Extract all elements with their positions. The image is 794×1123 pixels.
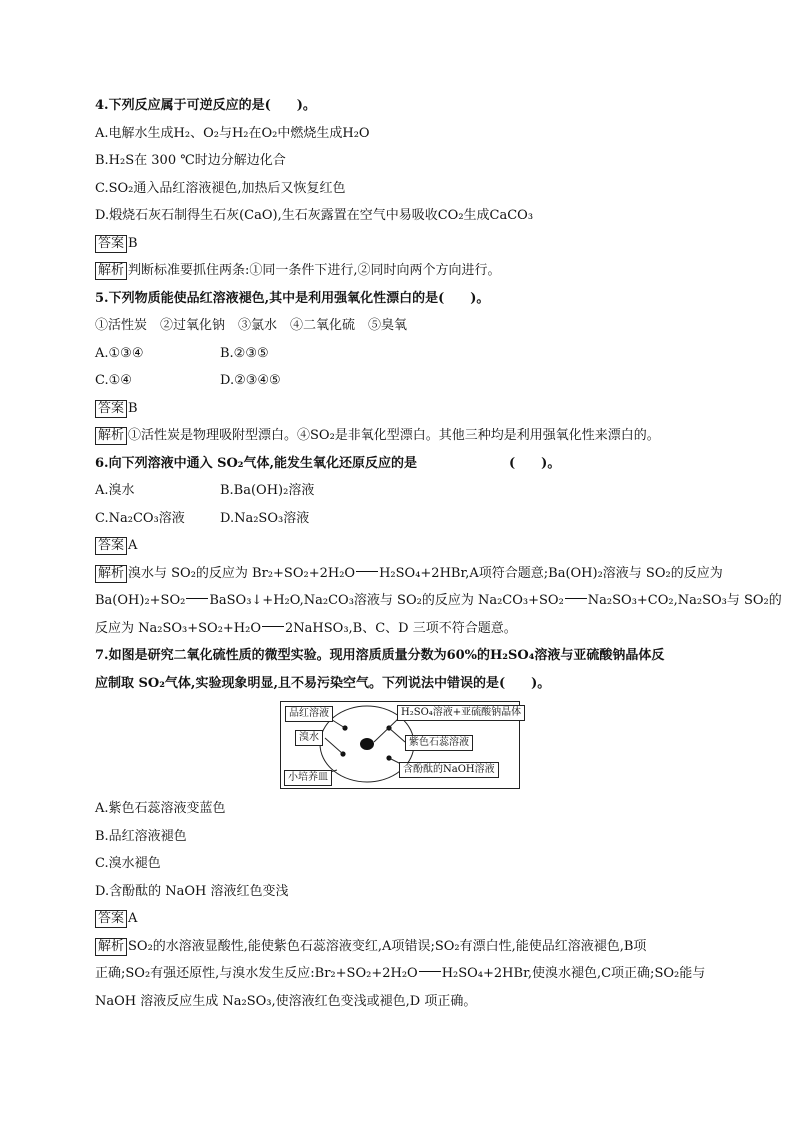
q4-stem: 4.下列反应属于可逆反应的是( )。: [95, 98, 316, 113]
analysis-text: ①活性炭是物理吸附型漂白。④SO₂是非氧化型漂白。其他三种均是利用强氧化性来漂白的。: [128, 428, 660, 443]
q6-option-d: D.Na₂SO₃溶液: [220, 510, 310, 526]
label-shirui: 紫色石蕊溶液: [405, 735, 473, 751]
analysis-text: SO₂的水溶液显酸性,能使紫色石蕊溶液变红,A项错误;SO₂有漂白性,能使品红溶液褪色,B项: [128, 938, 647, 954]
q4-analysis: [95, 257, 695, 285]
q5-stem: 5.下列物质能使品红溶液褪色,其中是利用强氧化性漂白的是( )。: [95, 290, 490, 306]
answer-tag: 答案: [95, 400, 127, 418]
q6-analysis-1: [95, 560, 723, 588]
q7-option-b: B.品红溶液褪色: [95, 828, 187, 844]
q5-option-a: A.①③④: [95, 345, 144, 361]
analysis-text: H₂SO₄+2HBr,使溴水褪色,C项正确;SO₂能与: [441, 966, 706, 981]
analysis-tag: 解析: [95, 565, 127, 583]
q7-option-c: C.溴水褪色: [95, 856, 161, 871]
label-h2so4: H₂SO₄溶液+亚硫酸钠晶体: [397, 705, 525, 721]
q4-option-c: C.SO₂通入品红溶液褪色,加热后又恢复红色: [95, 180, 346, 196]
analysis-text: 判断标准要抓住两条:①同一条件下进行,②同时向两个方向进行。: [128, 263, 501, 278]
q6-stem-text: 6.向下列溶液中通入 SO₂气体,能发生氧化还原反应的是: [95, 455, 418, 471]
answer-value: B: [128, 235, 138, 251]
q5-items: ①活性炭 ②过氧化钠 ③氯水 ④二氧化硫 ⑤臭氧: [95, 318, 408, 333]
analysis-text: H₂SO₄+2HBr,A项符合题意;Ba(OH)₂溶液与 SO₂的反应为: [379, 565, 723, 581]
q6-options-ab: [95, 477, 695, 505]
leader-line: [374, 718, 399, 742]
q4-answer: [95, 230, 695, 258]
q7-option-a: A.紫色石蕊溶液变蓝色: [95, 801, 226, 816]
center-dot-icon: [360, 738, 374, 750]
document-page: [95, 92, 782, 1015]
q6-stem: [95, 450, 695, 478]
label-naoh: 含酚酞的NaOH溶液: [399, 762, 499, 778]
analysis-tag: 解析: [95, 938, 127, 956]
q5-analysis: [95, 422, 695, 450]
analysis-text: Na₂SO₃+CO₂,Na₂SO₃与 SO₂的: [587, 593, 782, 608]
analysis-text: 正确;SO₂有强还原性,与溴水发生反应:Br₂+SO₂+2H₂O: [95, 966, 418, 981]
answer-value: B: [128, 400, 138, 416]
q7-answer: [95, 905, 695, 933]
answer-tag: 答案: [95, 910, 127, 928]
analysis-text: 2NaHSO₃,B、C、D 三项不符合题意。: [285, 620, 517, 636]
equals-sign: [186, 598, 208, 599]
q5-answer: [95, 395, 695, 423]
q6-option-c: C.Na₂CO₃溶液: [95, 510, 185, 526]
equals-sign: [262, 626, 284, 627]
q6-option-b: B.Ba(OH)₂溶液: [220, 483, 315, 498]
analysis-tag: 解析: [95, 427, 127, 445]
q4-option-b: B.H₂S在 300 ℃时边分解边化合: [95, 153, 286, 168]
label-xiushui: 溴水: [295, 730, 323, 746]
leader-line: [325, 738, 343, 754]
analysis-tag: 解析: [95, 262, 127, 280]
equals-sign: [565, 598, 587, 599]
q7-analysis-2: [95, 960, 706, 988]
q5-option-c: C.①④: [95, 373, 132, 388]
q7-stem-1: 7.如图是研究二氧化硫性质的微型实验。现用溶质质量分数为60%的H₂SO₄溶液与亚硫酸钠晶体反: [95, 648, 665, 663]
q4-option-a: A.电解水生成H₂、O₂与H₂在O₂中燃烧生成H₂O: [95, 125, 370, 141]
q4-option-d: D.煅烧石灰石制得生石灰(CaO),生石灰露置在空气中易吸收CO₂生成CaCO₃: [95, 208, 534, 223]
q7-stem-2: 应制取 SO₂气体,实验现象明显,且不易污染空气。下列说法中错误的是( )。: [95, 675, 551, 691]
equals-sign: [419, 971, 441, 972]
q6-analysis-2: [95, 587, 782, 615]
answer-value: A: [128, 538, 138, 553]
q5-options-ab: [95, 340, 695, 368]
q5-option-b: B.②③⑤: [220, 345, 269, 361]
q6-stem-tail: ( )。: [509, 455, 561, 471]
experiment-figure: [280, 701, 520, 789]
analysis-text: 溴水与 SO₂的反应为 Br₂+SO₂+2H₂O: [128, 565, 356, 581]
q5-options-cd: [95, 367, 695, 395]
q5-option-d: D.②③④⑤: [220, 373, 281, 388]
label-dish: 小培养皿: [284, 770, 332, 786]
q7-option-d: D.含酚酞的 NaOH 溶液红色变浅: [95, 883, 289, 899]
leader-line: [389, 728, 405, 742]
analysis-text: Ba(OH)₂+SO₂: [95, 593, 186, 608]
analysis-text: BaSO₃↓+H₂O,Na₂CO₃溶液与 SO₂的反应为 Na₂CO₃+SO₂: [209, 593, 564, 608]
answer-value: A: [128, 911, 138, 926]
q6-answer: [95, 532, 695, 560]
label-pinhong: 品红溶液: [285, 706, 333, 722]
q7-analysis-3: NaOH 溶液反应生成 Na₂SO₃,使溶液红色变浅或褪色,D 项正确。: [95, 993, 477, 1009]
q6-analysis-3: [95, 615, 695, 643]
q6-options-cd: [95, 505, 695, 533]
answer-tag: 答案: [95, 537, 127, 555]
answer-tag: 答案: [95, 235, 127, 253]
analysis-text: 反应为 Na₂SO₃+SO₂+H₂O: [95, 620, 262, 636]
equals-sign: [356, 571, 378, 572]
q7-analysis-1: [95, 933, 695, 961]
q6-option-a: A.溴水: [95, 483, 135, 498]
